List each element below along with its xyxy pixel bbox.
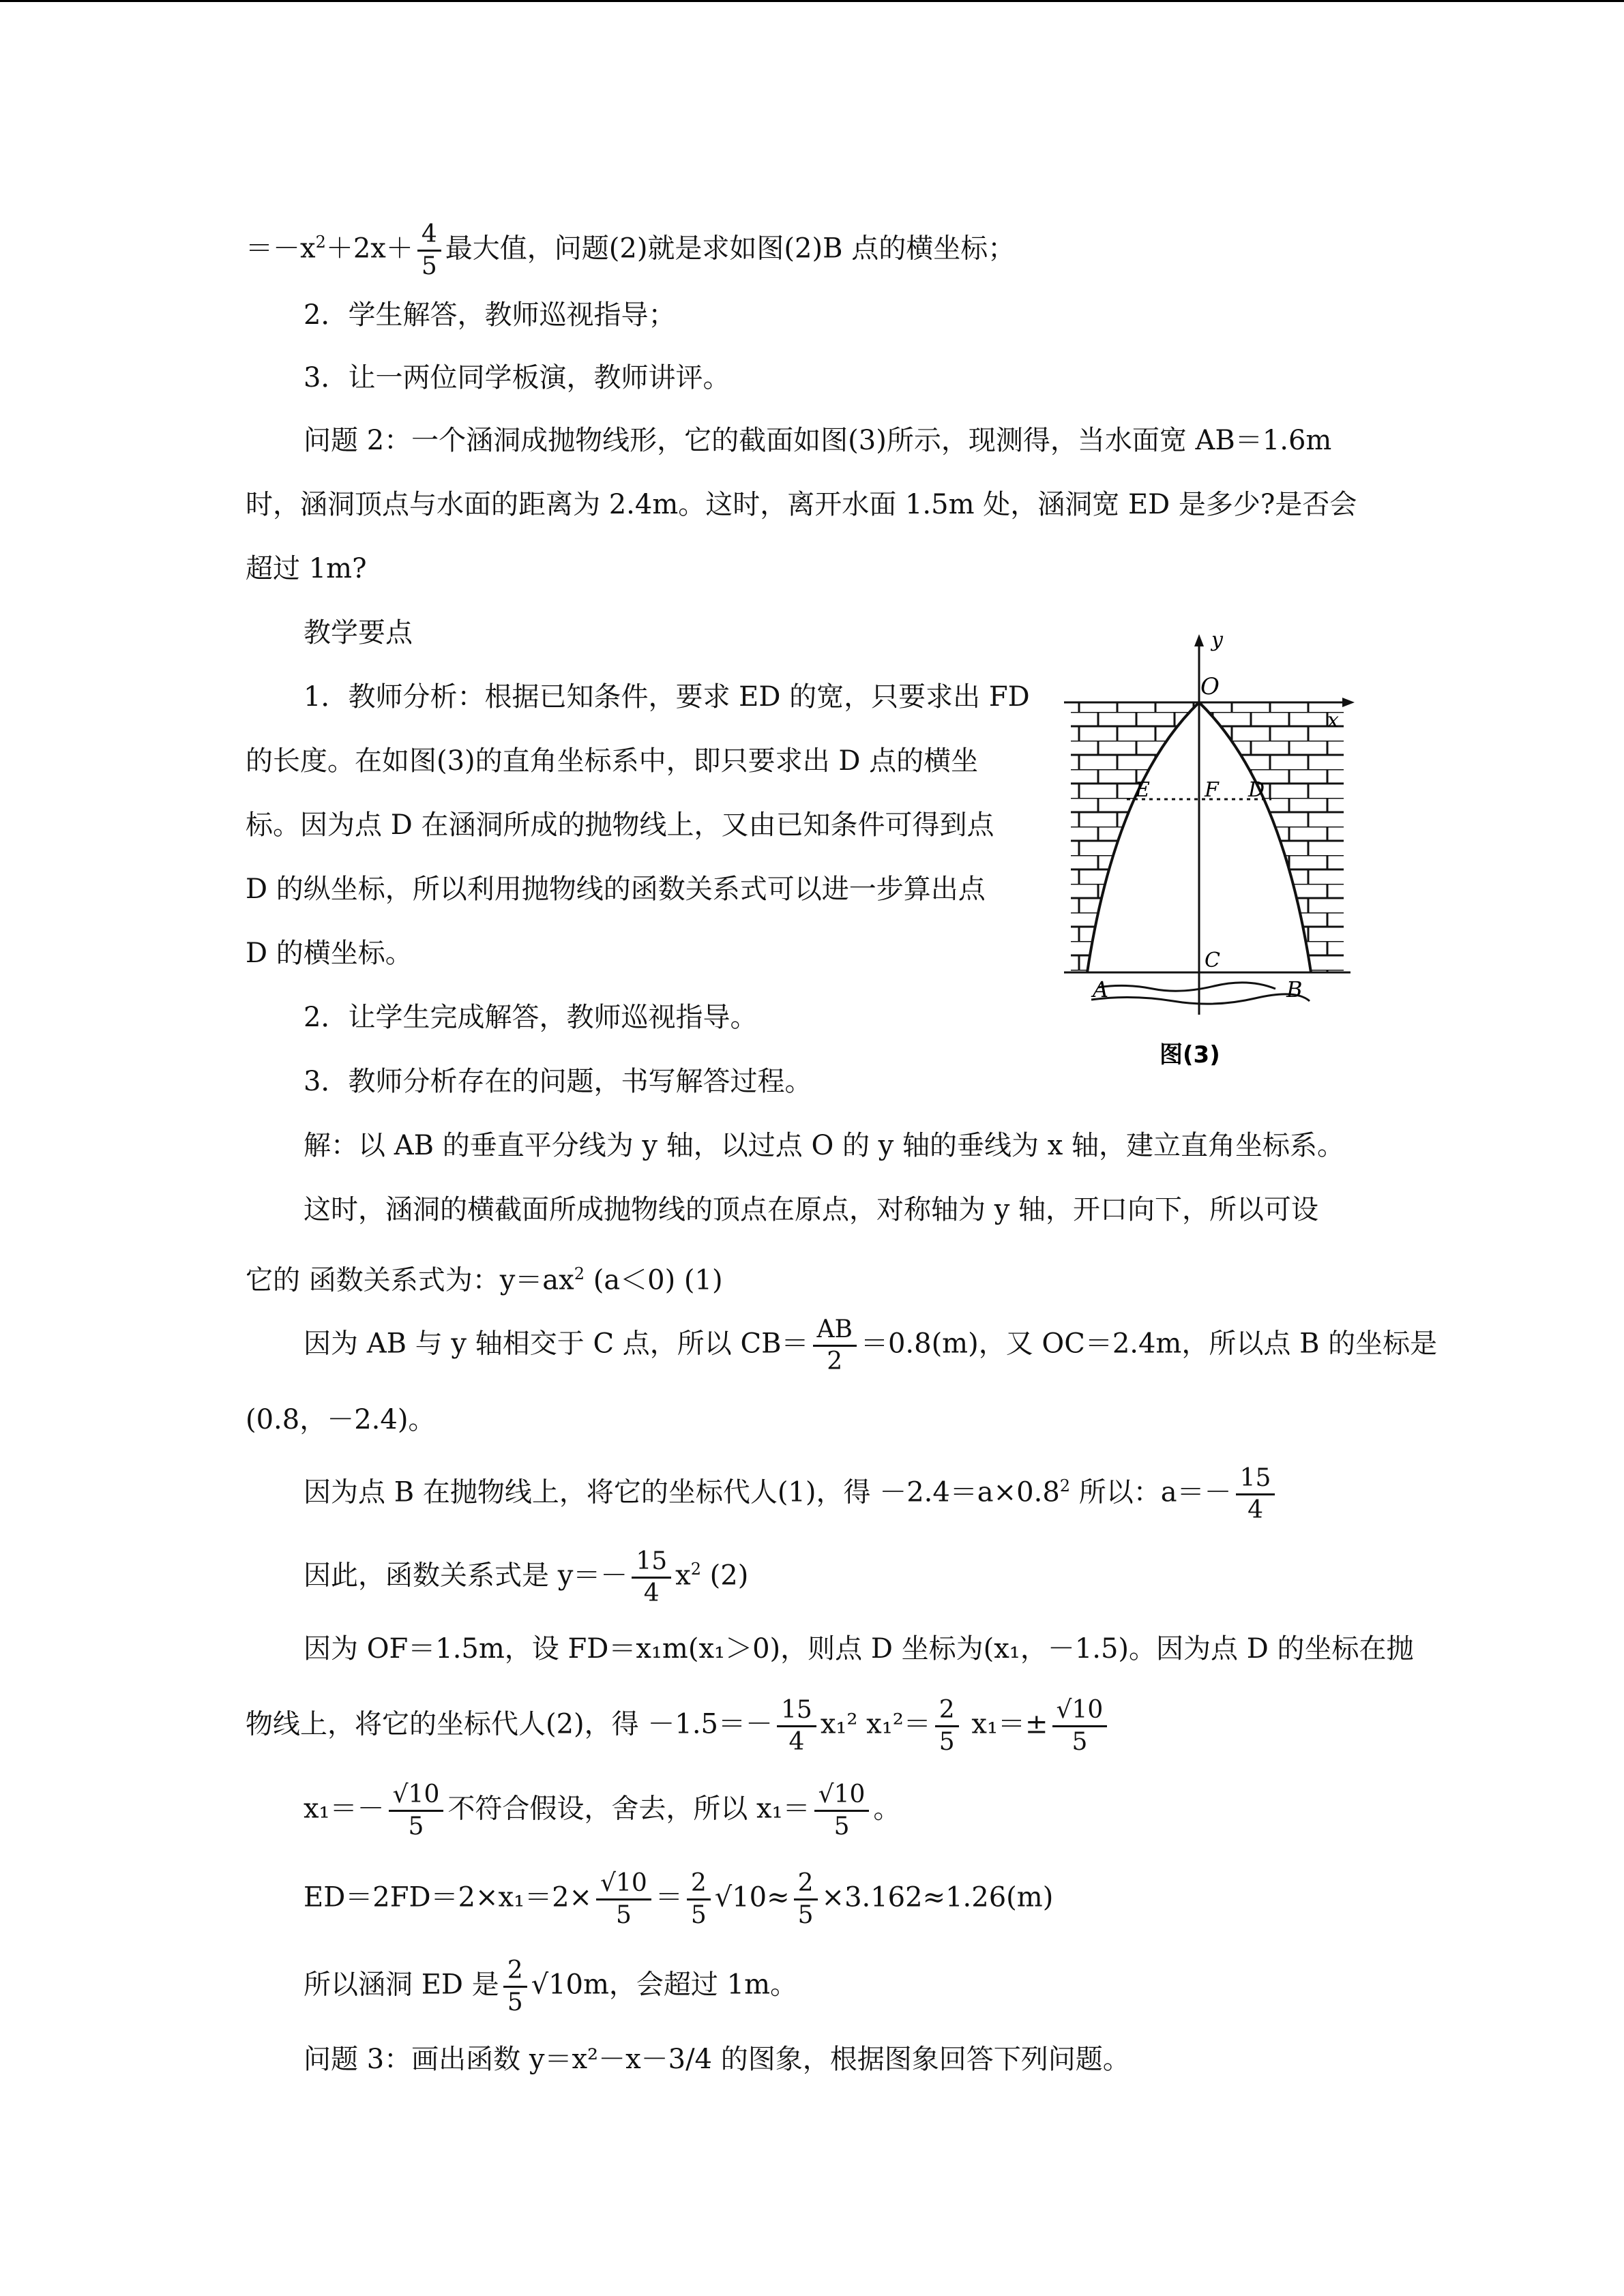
line-20: 因为点 B 在抛物线上，将它的坐标代人(1)，得 $-2.4=a\times 0.8^2$ 所以：a＝－ $\frac{15}{4}$ <box>304 1463 1279 1525</box>
figure-caption: 图(3) <box>1160 1041 1220 1069</box>
line-24: x₁＝－ $\frac{√10}{5}$ 不符合假设，舍去，所以 x₁＝ $\frac{√10}{5}$ 。 <box>304 1780 901 1840</box>
label-b: B <box>1286 976 1303 1002</box>
line-4: 问题 2：一个涵洞成抛物线形，它的截面如图(3)所示，现测得，当水面宽 AB＝1.6m <box>304 425 1332 456</box>
line-27: 问题 3：画出函数 y＝x²－x－3/4 的图象，根据图象回答下列问题。 <box>304 2044 1130 2075</box>
line-8: 1．教师分析：根据已知条件，要求 ED 的宽，只要求出 FD <box>304 681 1030 713</box>
line-1: $=-x^2+2x+$ $\frac{4}{5}$ 最大值，问题(2)就是求如图(2)B 点的横坐标； <box>246 220 1016 280</box>
line-15: 解：以 AB 的垂直平分线为 y 轴，以过点 O 的 y 轴的垂线为 x 轴，建立直角坐标系。 <box>304 1130 1344 1161</box>
line-17: 它的 函数关系式为：$y=ax^2$ (a＜0) (1) <box>246 1264 723 1296</box>
culvert-figure <box>1050 626 1364 1090</box>
section-heading: 教学要点 <box>304 617 413 648</box>
line-10: 标。因为点 D 在涵洞所成的抛物线上，又由已知条件可得到点 <box>246 809 994 841</box>
line-21: 因此，函数关系式是 y＝－ $\frac{15}{4}$ $x^2$ (2) <box>304 1547 749 1607</box>
line-25: ED＝2FD＝2×x₁＝2× $\frac{√10}{5}$ ＝ $\frac{2}{5}$ √10≈ $\frac{2}{5}$ ×3.162≈1.26(m) <box>304 1869 1054 1929</box>
fraction: $\frac{4}{5}$ <box>417 220 441 282</box>
fraction: $\frac{√10}{5}$ <box>814 1780 870 1842</box>
fraction: $\frac{2}{5}$ <box>935 1695 959 1757</box>
line-23: 物线上，将它的坐标代人(2)，得 －1.5＝－ $\frac{15}{4}$ x₁² x₁²＝ $\frac{2}{5}$ x₁＝± $\frac{√10}{5}$ <box>246 1695 1111 1757</box>
top-border <box>0 0 1624 2</box>
label-x: x <box>1327 709 1339 732</box>
line-5: 时，涵洞顶点与水面的距离为 2.4m。这时，离开水面 1.5m 处，涵洞宽 ED 是多少?是否会 <box>246 489 1357 520</box>
fraction: $\frac{√10}{5}$ <box>389 1780 444 1842</box>
fraction: $\frac{AB}{2}$ <box>813 1315 857 1377</box>
line-19: (0.8，－2.4)。 <box>246 1404 436 1435</box>
line-6: 超过 1m? <box>246 553 367 584</box>
x-axis-arrow <box>1342 698 1355 707</box>
line-2: 2．学生解答，教师巡视指导； <box>304 299 676 331</box>
label-y: y <box>1211 628 1223 652</box>
fraction: $\frac{15}{4}$ <box>632 1547 671 1609</box>
fraction: $\frac{2}{5}$ <box>687 1868 711 1930</box>
line-16: 这时，涵洞的横截面所成抛物线的顶点在原点，对称轴为 y 轴，开口向下，所以可设 <box>304 1194 1319 1225</box>
label-c: C <box>1205 949 1220 972</box>
fraction: $\frac{2}{5}$ <box>794 1868 818 1930</box>
fraction: $\frac{√10}{5}$ <box>596 1868 651 1930</box>
line-9: 的长度。在如图(3)的直角坐标系中，即只要求出 D 点的横坐 <box>246 745 979 777</box>
line-12: D 的横坐标。 <box>246 938 413 969</box>
line-3: 3．让一两位同学板演，教师讲评。 <box>304 362 730 393</box>
line-22: 因为 OF＝1.5m，设 FD＝x₁m(x₁＞0)，则点 D 坐标为(x₁，－1.5)。因为点 D 的坐标在抛 <box>304 1633 1414 1665</box>
line-14: 3．教师分析存在的问题，书写解答过程。 <box>304 1066 812 1097</box>
label-o: O <box>1200 673 1220 700</box>
label-f: F <box>1205 778 1219 802</box>
y-axis-arrow <box>1194 634 1204 646</box>
line-11: D 的纵坐标，所以利用抛物线的函数关系式可以进一步算出点 <box>246 874 986 905</box>
label-d: D <box>1248 778 1265 802</box>
line-26: 所以涵洞 ED 是 $\frac{2}{5}$ √10m，会超过 1m。 <box>304 1956 798 2016</box>
fraction: $\frac{√10}{5}$ <box>1052 1695 1108 1757</box>
line-13: 2．让学生完成解答，教师巡视指导。 <box>304 1002 758 1033</box>
line-18: 因为 AB 与 y 轴相交于 C 点，所以 CB＝ $\frac{AB}{2}$ ＝0.8(m)，又 OC＝2.4m，所以点 B 的坐标是 <box>304 1315 1438 1375</box>
fraction: $\frac{2}{5}$ <box>503 1956 527 2018</box>
fraction: $\frac{15}{4}$ <box>777 1695 816 1757</box>
fraction: $\frac{15}{4}$ <box>1236 1463 1275 1525</box>
label-a: A <box>1093 976 1109 1002</box>
label-e: E <box>1135 778 1150 802</box>
water-waves <box>1091 983 1310 1004</box>
